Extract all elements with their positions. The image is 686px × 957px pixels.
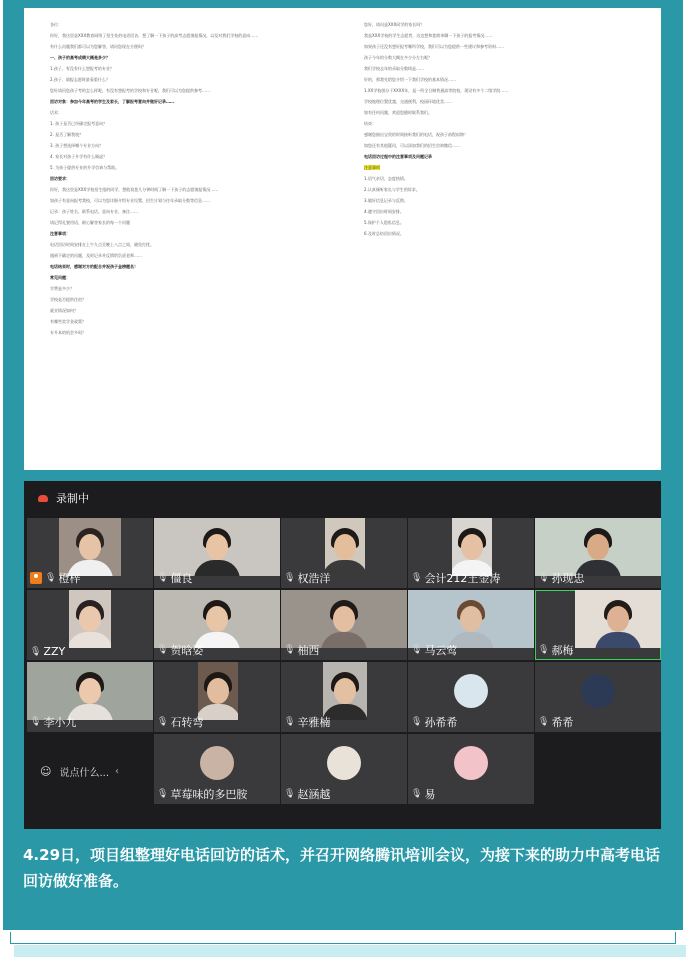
document-line-text: 就业情况如何？ xyxy=(50,308,78,313)
participant-name: ZZY xyxy=(43,645,66,658)
mic-icon: 🎙 xyxy=(538,645,550,655)
participant-tile[interactable] xyxy=(154,662,280,732)
document-line-text: 学校是否提供住宿？ xyxy=(50,297,86,302)
document-line xyxy=(364,44,634,49)
participant-name-tag xyxy=(538,570,584,586)
document-line xyxy=(50,253,338,258)
document-line-text: 1.语气亲切，态度热情。 xyxy=(364,176,408,181)
participant-video xyxy=(59,518,121,576)
video-shoulders xyxy=(325,560,365,576)
participant-name: 郝梅 xyxy=(551,644,574,657)
participant-tile[interactable] xyxy=(281,734,407,804)
participant-name-tag xyxy=(30,645,65,658)
document-line xyxy=(50,55,338,60)
document-line xyxy=(50,88,338,93)
document-line-text: 1. 孩子是否已经确定报考意向？ xyxy=(50,121,108,126)
document-line-text: 学费是多少？ xyxy=(50,286,74,291)
participant-video xyxy=(281,590,407,648)
host-icon xyxy=(30,572,42,584)
participant-tile[interactable] xyxy=(154,518,280,588)
article-frame xyxy=(3,0,683,930)
participant-name-tag xyxy=(30,714,76,730)
participant-tile[interactable] xyxy=(281,590,407,660)
mic-icon: 🎙 xyxy=(411,573,423,583)
mic-icon: 🎙 xyxy=(157,717,169,727)
participant-name: 马云莺 xyxy=(424,644,458,657)
photo-caption: 4.29日，项目组整理好电话回访的话术，并召开网络腾讯培训会议，为接下来的助力中高考电话回访做好准备。 xyxy=(23,846,661,890)
participant-video xyxy=(408,590,534,648)
document-line xyxy=(364,198,634,203)
participant-name-tag xyxy=(411,570,500,586)
participant-video xyxy=(198,662,238,720)
document-line-text: 2. 是否了解我校？ xyxy=(50,132,84,137)
mic-icon: 🎙 xyxy=(411,789,423,799)
mic-icon: 🎙 xyxy=(284,789,296,799)
mic-icon: 🎙 xyxy=(284,717,296,727)
document-line xyxy=(364,110,634,115)
mic-icon: 🎙 xyxy=(284,573,296,583)
participant-tile[interactable] xyxy=(408,590,534,660)
document-line-text: 专升本的机会多吗？ xyxy=(50,330,86,335)
document-line xyxy=(364,88,634,93)
video-face xyxy=(460,606,482,632)
participant-name-tag xyxy=(157,786,247,802)
participant-tile[interactable] xyxy=(154,734,280,804)
document-line xyxy=(364,55,634,60)
participant-name-tag xyxy=(538,642,573,658)
document-line-text: 回访要求： xyxy=(50,176,70,181)
video-face xyxy=(461,534,483,560)
participant-name: 易 xyxy=(424,788,436,801)
document-line xyxy=(364,231,634,236)
mic-icon: 🎙 xyxy=(45,573,57,583)
participant-name-tag xyxy=(157,642,203,658)
document-line-text: 有什么问题我们都可以为您解答，请问您现在方便吗？ xyxy=(50,44,146,49)
document-line-text: 你好，我这里是XXX教育网络了招生处的电话回访，想了解一下孩子的高考志愿填报情况，以及对我们学校的意向…… xyxy=(50,33,259,38)
document-line-text: 1.孩子，有没有什么想报考的专业？ xyxy=(50,66,114,71)
document-line-text: 话术： xyxy=(50,110,62,115)
participant-tile[interactable] xyxy=(27,518,153,588)
document-line xyxy=(50,198,338,203)
document-line xyxy=(364,132,634,137)
document-line xyxy=(50,264,338,269)
participant-name: 僵良 xyxy=(170,572,193,585)
document-left-column xyxy=(50,22,338,341)
video-face xyxy=(206,534,228,560)
participant-name-tag xyxy=(157,570,192,586)
document-screenshot xyxy=(24,8,661,470)
document-line xyxy=(50,99,338,104)
participant-video xyxy=(27,662,153,720)
mic-icon: 🎙 xyxy=(411,717,423,727)
document-line-text: 5.保护个人隐私信息。 xyxy=(364,220,404,225)
participant-video xyxy=(323,662,367,720)
video-shoulders xyxy=(595,632,641,648)
document-line-text: 如果孩子还没有想好报考哪所学校，我们可以为您提供一些建议和参考资料…… xyxy=(364,44,504,49)
participant-video xyxy=(535,518,661,576)
document-line xyxy=(50,308,338,313)
participant-name: 会计212王金涛 xyxy=(424,572,501,585)
participant-tile[interactable] xyxy=(27,590,153,660)
participant-name: 辛雅楠 xyxy=(297,716,331,729)
document-line xyxy=(364,66,634,71)
participant-tile[interactable] xyxy=(535,518,661,588)
bottom-decoration-strip xyxy=(14,945,686,957)
document-line xyxy=(50,209,338,214)
video-face xyxy=(79,606,101,632)
video-face xyxy=(334,534,356,560)
document-line xyxy=(50,297,338,302)
document-line-text: 2.孩子，填报志愿时最看重什么？ xyxy=(50,77,110,82)
document-line xyxy=(364,165,634,170)
document-line xyxy=(50,121,338,126)
video-face xyxy=(206,606,228,632)
document-line-text: 3. 孩子想选择哪个专业方向？ xyxy=(50,143,104,148)
document-line-text: 电话回访时间安排在上午九点至晚上八点之间，避免打扰。 xyxy=(50,242,154,247)
document-line-text: 有哪些奖学金政策？ xyxy=(50,319,86,324)
recording-bar xyxy=(24,481,661,515)
document-line-text: 一、孩子的高考成绩大概是多少？ xyxy=(50,55,110,60)
document-line-text: 如孩子有意向报考我校，可以为您详细介绍专业设置、招生计划与往年录取分数等信息…… xyxy=(50,198,210,203)
document-line-text: 你好，我这里是XXX学校招生组的同学，想耽误您几分钟时间了解一下孩子的志愿填报情况…… xyxy=(50,187,219,192)
document-line xyxy=(364,220,634,225)
document-line-text: 常见问题： xyxy=(50,275,70,280)
document-line xyxy=(50,330,338,335)
participant-video xyxy=(575,590,661,648)
video-shoulders xyxy=(198,704,238,720)
document-line-text: 我是XXX学校的学生志愿者，这边想和您简单聊一下孩子的报考情况…… xyxy=(364,33,493,38)
document-line-text: 3.做好信息记录与反馈。 xyxy=(364,198,408,203)
participant-name: 孙现忠 xyxy=(551,572,585,585)
document-line-text: 5. 为孩子提供专业的升学咨询与帮助。 xyxy=(50,165,120,170)
document-line xyxy=(50,220,338,225)
mic-icon: 🎙 xyxy=(411,645,423,655)
participant-tile[interactable] xyxy=(408,662,534,732)
video-face xyxy=(207,678,229,704)
video-face xyxy=(607,606,629,632)
participant-name: 希希 xyxy=(551,716,574,729)
participant-name-tag xyxy=(411,714,457,730)
participant-tile[interactable] xyxy=(281,518,407,588)
document-line-text: 学校地理位置优越，交通便利，校园环境优美…… xyxy=(364,99,452,104)
document-line-text: 2.认真倾听家长与学生的诉求。 xyxy=(364,187,420,192)
document-line xyxy=(50,187,338,192)
document-line-text: 注意事项： xyxy=(50,231,70,236)
participant-name: 草莓味的多巴胺 xyxy=(170,788,248,801)
document-line xyxy=(364,121,634,126)
participant-tile[interactable] xyxy=(408,734,534,804)
video-face xyxy=(334,678,356,704)
participant-video xyxy=(154,590,280,648)
document-line-text: 4.遵守回访时间安排。 xyxy=(364,209,404,214)
mic-icon: 🎙 xyxy=(538,717,550,727)
participant-name-tag xyxy=(284,786,330,802)
document-line xyxy=(364,22,634,27)
participant-name: 柚西 xyxy=(297,644,320,657)
video-face xyxy=(587,534,609,560)
document-line xyxy=(364,143,634,148)
participant-name: 贺晗姿 xyxy=(170,644,204,657)
video-face xyxy=(79,678,101,704)
document-line xyxy=(50,275,338,280)
chat-tile[interactable] xyxy=(27,734,153,804)
participant-video xyxy=(325,518,365,576)
participant-name-tag xyxy=(157,714,203,730)
document-line xyxy=(364,77,634,82)
participant-name: 橙梓 xyxy=(58,572,81,585)
document-line xyxy=(364,209,634,214)
document-line xyxy=(50,176,338,181)
participant-tile[interactable] xyxy=(535,590,661,660)
document-right-column xyxy=(364,22,634,242)
participant-name: 石转弯 xyxy=(170,716,204,729)
document-line xyxy=(364,33,634,38)
avatar xyxy=(454,674,488,708)
meeting-window xyxy=(24,481,661,829)
document-line-text: 注意事项 xyxy=(364,165,380,170)
document-line xyxy=(364,154,634,159)
document-line xyxy=(50,66,338,71)
recording-label: 录制中 xyxy=(56,492,89,505)
document-line-text: 如您还有其他疑问，可以添加我们的招生咨询微信…… xyxy=(364,143,460,148)
avatar xyxy=(327,746,361,780)
participant-name-tag xyxy=(284,714,330,730)
document-line xyxy=(50,154,338,159)
participant-name-tag xyxy=(411,642,457,658)
document-line xyxy=(50,33,338,38)
document-line xyxy=(50,242,338,247)
document-line-text: 记录：孩子姓名、联系电话、意向专业、备注…… xyxy=(50,209,138,214)
mic-icon: 🎙 xyxy=(157,789,169,799)
participant-tile[interactable] xyxy=(27,662,153,732)
document-line-text: 6.及时总结回访情况。 xyxy=(364,231,404,236)
collapse-icon[interactable]: ‹ xyxy=(115,765,120,777)
document-line-text: 如有任何问题，欢迎您随时联系我们。 xyxy=(364,110,432,115)
document-line-text: 各位： xyxy=(50,22,62,27)
document-line xyxy=(364,176,634,181)
document-line-text: 您好，请问是XXX同学的家长吗？ xyxy=(364,22,425,27)
participant-name-tag xyxy=(284,570,330,586)
participant-name-tag xyxy=(538,714,573,730)
participant-video xyxy=(154,518,280,576)
mic-icon: 🎙 xyxy=(284,645,296,655)
participant-name: 赵涵越 xyxy=(297,788,331,801)
mic-icon: 🎙 xyxy=(538,573,550,583)
participant-name: 权浩洋 xyxy=(297,572,331,585)
document-line xyxy=(364,99,634,104)
participant-video xyxy=(452,518,492,576)
document-line-text: 遇到不确定的问题，及时记录并反馈给负责老师…… xyxy=(50,253,142,258)
document-line xyxy=(50,77,338,82)
document-line-text: 孩子今年的分数大概在多少分左右呢？ xyxy=(364,55,432,60)
document-line-text: 请记得礼貌用语，耐心解答家长的每一个问题 xyxy=(50,220,130,225)
chat-placeholder: 说点什么... xyxy=(59,767,110,779)
chat-input[interactable] xyxy=(32,760,126,782)
document-line-text: 感谢您抽出宝贵的时间接听我们的电话，祝孩子前程似锦！ xyxy=(364,132,468,137)
participant-tile[interactable] xyxy=(281,662,407,732)
document-line xyxy=(50,143,338,148)
document-line-text: 回访对象：参加今年高考的学生及家长，了解报考意向并做好记录…… xyxy=(50,99,174,104)
document-line xyxy=(50,132,338,137)
document-line xyxy=(50,22,338,27)
document-line xyxy=(50,286,338,291)
participant-name-tag xyxy=(411,786,435,802)
avatar xyxy=(200,746,234,780)
document-line-text: 电话结束时，感谢对方的配合并祝孩子金榜题名！ xyxy=(50,264,138,269)
participant-tile[interactable] xyxy=(408,518,534,588)
document-line-text: 我们学校去年的录取分数线是…… xyxy=(364,66,424,71)
document-line-text: 电话回访过程中的注意事项及问题记录 xyxy=(364,154,432,159)
participant-name: 孙希希 xyxy=(424,716,458,729)
participant-name: 李小九 xyxy=(43,716,77,729)
empty-tile xyxy=(535,734,661,804)
document-line-text: 您好请问您孩子考的怎么样呢，有没有想报考的学校和专业呢，我们可以为您提供参考…… xyxy=(50,88,210,93)
document-line xyxy=(50,165,338,170)
avatar xyxy=(581,674,615,708)
avatar xyxy=(454,746,488,780)
video-shoulders xyxy=(321,632,367,648)
participant-grid xyxy=(27,518,659,804)
video-face xyxy=(333,606,355,632)
video-shoulders xyxy=(194,560,240,576)
document-line xyxy=(50,231,338,236)
document-line-text: 结束： xyxy=(364,121,376,126)
mic-icon: 🎙 xyxy=(30,646,42,657)
document-line xyxy=(50,110,338,115)
emoji-icon[interactable]: ☺ xyxy=(40,764,52,778)
participant-name-tag xyxy=(284,642,319,658)
frame-decoration xyxy=(10,932,676,944)
document-line-text: 4. 家长对孩子升学有什么顾虑？ xyxy=(50,154,108,159)
document-line-text: 好的，那我先给您介绍一下我们学校的基本情况…… xyxy=(364,77,456,82)
document-line xyxy=(50,44,338,49)
video-face xyxy=(79,534,101,560)
recording-icon[interactable] xyxy=(38,495,48,502)
participant-tile[interactable] xyxy=(154,590,280,660)
document-line xyxy=(364,187,634,192)
mic-icon: 🎙 xyxy=(157,573,169,583)
mic-icon: 🎙 xyxy=(30,717,42,727)
participant-tile[interactable] xyxy=(535,662,661,732)
document-line xyxy=(50,319,338,324)
mic-icon: 🎙 xyxy=(157,645,169,655)
document-line-text: 1.XX学校创办于XXXX年，是一所全日制普通高等院校，现设有多个二级学院…… xyxy=(364,88,509,93)
participant-video xyxy=(69,590,111,648)
participant-name-tag xyxy=(30,570,80,586)
video-shoulders xyxy=(69,632,111,648)
